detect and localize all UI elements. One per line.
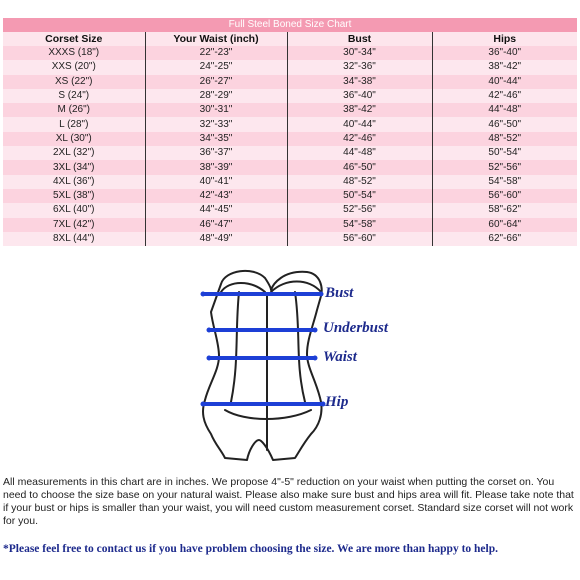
cell-corset-size: 3XL (34") — [3, 160, 145, 174]
cell-bust: 30"-34" — [287, 46, 432, 60]
table-header-row — [3, 32, 577, 46]
cell-hips: 36"-40" — [432, 46, 577, 60]
table-row — [3, 175, 577, 189]
bust-label: Bust — [325, 285, 354, 301]
cell-corset-size: 8XL (44") — [3, 232, 145, 246]
cell-waist: 30"-31" — [145, 103, 287, 117]
cell-bust: 32"-36" — [287, 60, 432, 74]
cell-corset-size: XXXS (18") — [3, 46, 145, 60]
cell-hips: 62"-66" — [432, 232, 577, 246]
cell-waist: 42"-43" — [145, 189, 287, 203]
cell-corset-size: XL (30") — [3, 132, 145, 146]
cell-corset-size: L (28") — [3, 117, 145, 131]
table-row — [3, 117, 577, 131]
cell-hips: 46"-50" — [432, 117, 577, 131]
cell-waist: 40"-41" — [145, 175, 287, 189]
table-row — [3, 89, 577, 103]
cell-bust: 36"-40" — [287, 89, 432, 103]
cell-hips: 56"-60" — [432, 189, 577, 203]
cell-hips: 60"-64" — [432, 218, 577, 232]
cell-corset-size: S (24") — [3, 89, 145, 103]
table-row — [3, 132, 577, 146]
hip-label: Hip — [325, 394, 349, 410]
cell-bust: 56"-60" — [287, 232, 432, 246]
cell-corset-size: XS (22") — [3, 75, 145, 89]
cell-bust: 54"-58" — [287, 218, 432, 232]
cell-hips: 42"-46" — [432, 89, 577, 103]
cell-corset-size: 6XL (40") — [3, 203, 145, 217]
table-row — [3, 46, 577, 60]
table-row — [3, 218, 577, 232]
cell-waist: 46"-47" — [145, 218, 287, 232]
cell-hips: 58"-62" — [432, 203, 577, 217]
chart-title: Full Steel Boned Size Chart — [3, 18, 577, 32]
corset-illustration — [195, 262, 415, 462]
header-bust: Bust — [287, 32, 432, 46]
cell-waist: 32"-33" — [145, 117, 287, 131]
cell-hips: 54"-58" — [432, 175, 577, 189]
table-row — [3, 189, 577, 203]
cell-corset-size: XXS (20") — [3, 60, 145, 74]
table-row — [3, 103, 577, 117]
cell-bust: 38"-42" — [287, 103, 432, 117]
cell-bust: 42"-46" — [287, 132, 432, 146]
cell-hips: 48"-52" — [432, 132, 577, 146]
cell-waist: 48"-49" — [145, 232, 287, 246]
table-row — [3, 232, 577, 246]
cell-waist: 26"-27" — [145, 75, 287, 89]
cell-waist: 22"-23" — [145, 46, 287, 60]
cell-waist: 44"-45" — [145, 203, 287, 217]
cell-hips: 44"-48" — [432, 103, 577, 117]
cell-waist: 24"-25" — [145, 60, 287, 74]
size-table — [3, 32, 577, 246]
measurement-notes: All measurements in this chart are in inches. We propose 4"-5" reduction on your waist when putting the corset on. You need to choose the size base on your natural waist. Please also make sure bust and hips area will fit. Please take note that if your bust or hips is smaller than your waist, you will need custom measurement corset. Standard size corset will not work for you. — [3, 476, 574, 527]
cell-bust: 34"-38" — [287, 75, 432, 89]
underbust-label: Underbust — [323, 320, 389, 336]
cell-corset-size: 7XL (42") — [3, 218, 145, 232]
waist-label: Waist — [323, 349, 357, 365]
cell-hips: 38"-42" — [432, 60, 577, 74]
cell-corset-size: M (26") — [3, 103, 145, 117]
cell-corset-size: 2XL (32") — [3, 146, 145, 160]
cell-hips: 50"-54" — [432, 146, 577, 160]
cell-corset-size: 5XL (38") — [3, 189, 145, 203]
cell-bust: 48"-52" — [287, 175, 432, 189]
cell-waist: 36"-37" — [145, 146, 287, 160]
cell-bust: 44"-48" — [287, 146, 432, 160]
table-row — [3, 146, 577, 160]
table-row — [3, 75, 577, 89]
cell-bust: 40"-44" — [287, 117, 432, 131]
cell-bust: 52"-56" — [287, 203, 432, 217]
table-row — [3, 60, 577, 74]
header-corset-size: Corset Size — [3, 32, 145, 46]
cell-bust: 46"-50" — [287, 160, 432, 174]
table-row — [3, 203, 577, 217]
cell-hips: 52"-56" — [432, 160, 577, 174]
cell-waist: 28"-29" — [145, 89, 287, 103]
cell-corset-size: 4XL (36") — [3, 175, 145, 189]
cell-waist: 38"-39" — [145, 160, 287, 174]
size-chart — [3, 32, 577, 246]
measurement-figure — [195, 262, 415, 462]
cell-hips: 40"-44" — [432, 75, 577, 89]
header-hips: Hips — [432, 32, 577, 46]
contact-note: *Please feel free to contact us if you have problem choosing the size. We are more than happy to help. — [3, 543, 498, 555]
cell-bust: 50"-54" — [287, 189, 432, 203]
table-row — [3, 160, 577, 174]
cell-waist: 34"-35" — [145, 132, 287, 146]
header-waist: Your Waist (inch) — [145, 32, 287, 46]
